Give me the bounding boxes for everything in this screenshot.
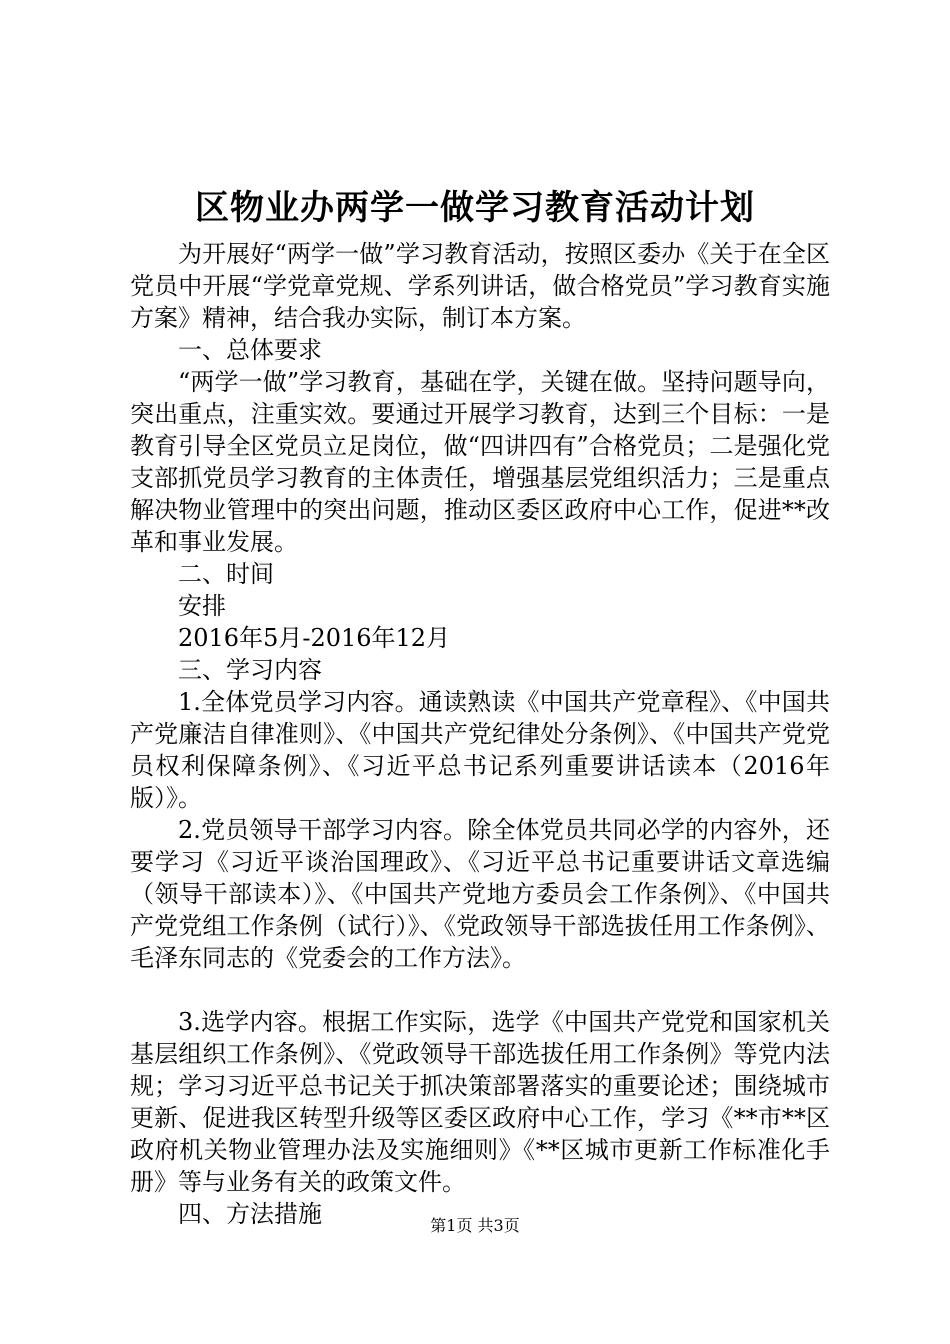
intro-paragraph: 为开展好“两学一做”学习教育活动，按照区委办《关于在全区党员中开展“学党章党规、学系列讲话，做合格党员”学习教育实施方案》精神，结合我办实际，制订本方案。 (130, 240, 830, 332)
page-footer: 第1页 共3页 (430, 1216, 520, 1235)
study-item-2: 2.党员领导干部学习内容。除全体党员共同必学的内容外，还要学习《习近平谈治国理政》、《习近平总书记重要讲话文章选编（领导干部读本）》、《中国共产党地方委员会工作条例》、《中国共产党党组工作条例（试行）》、《党政领导干部选拔任用工作条例》、毛泽东同志的《党委会的工作方法》。 (130, 816, 830, 972)
section-heading-methods: 四、方法措施 (178, 1200, 322, 1228)
section-heading-time: 二、时间 (178, 560, 274, 588)
general-requirements-paragraph: “两学一做”学习教育，基础在学，关键在做。坚持问题导向，突出重点，注重实效。要通过开展学习教育，达到三个目标：一是教育引导全区党员立足岗位，做“四讲四有”合格党员；二是强化党支部抓党员学习教育的主体责任，增强基层党组织活力；三是重点解决物业管理中的突出问题，推动区委区政府中心工作，促进**改革和事业发展。 (130, 368, 830, 556)
time-range: 2016年5月-2016年12月 (178, 624, 451, 652)
time-arrangement-label: 安排 (178, 592, 226, 620)
blank-line (130, 974, 830, 1006)
study-item-1: 1.全体党员学习内容。通读熟读《中国共产党章程》、《中国共产党廉洁自律准则》、《中国共产党纪律处分条例》、《中国共产党党员权利保障条例》、《习近平总书记系列重要讲话读本（2016年版）》。 (130, 688, 830, 812)
section-heading-study-content: 三、学习内容 (178, 656, 322, 684)
document-body (130, 238, 830, 1230)
document-title: 区物业办两学一做学习教育活动计划 (195, 188, 755, 228)
section-heading-general-requirements: 一、总体要求 (178, 336, 322, 364)
study-item-3: 3.选学内容。根据工作实际，选学《中国共产党党和国家机关基层组织工作条例》、《党政领导干部选拔任用工作条例》等党内法规；学习习近平总书记关于抓决策部署落实的重要论述；围绕城市更新、促进我区转型升级等区委区政府中心工作，学习《**市**区政府机关物业管理办法及实施细则》《**区城市更新工作标准化手册》等与业务有关的政策文件。 (130, 1008, 830, 1196)
